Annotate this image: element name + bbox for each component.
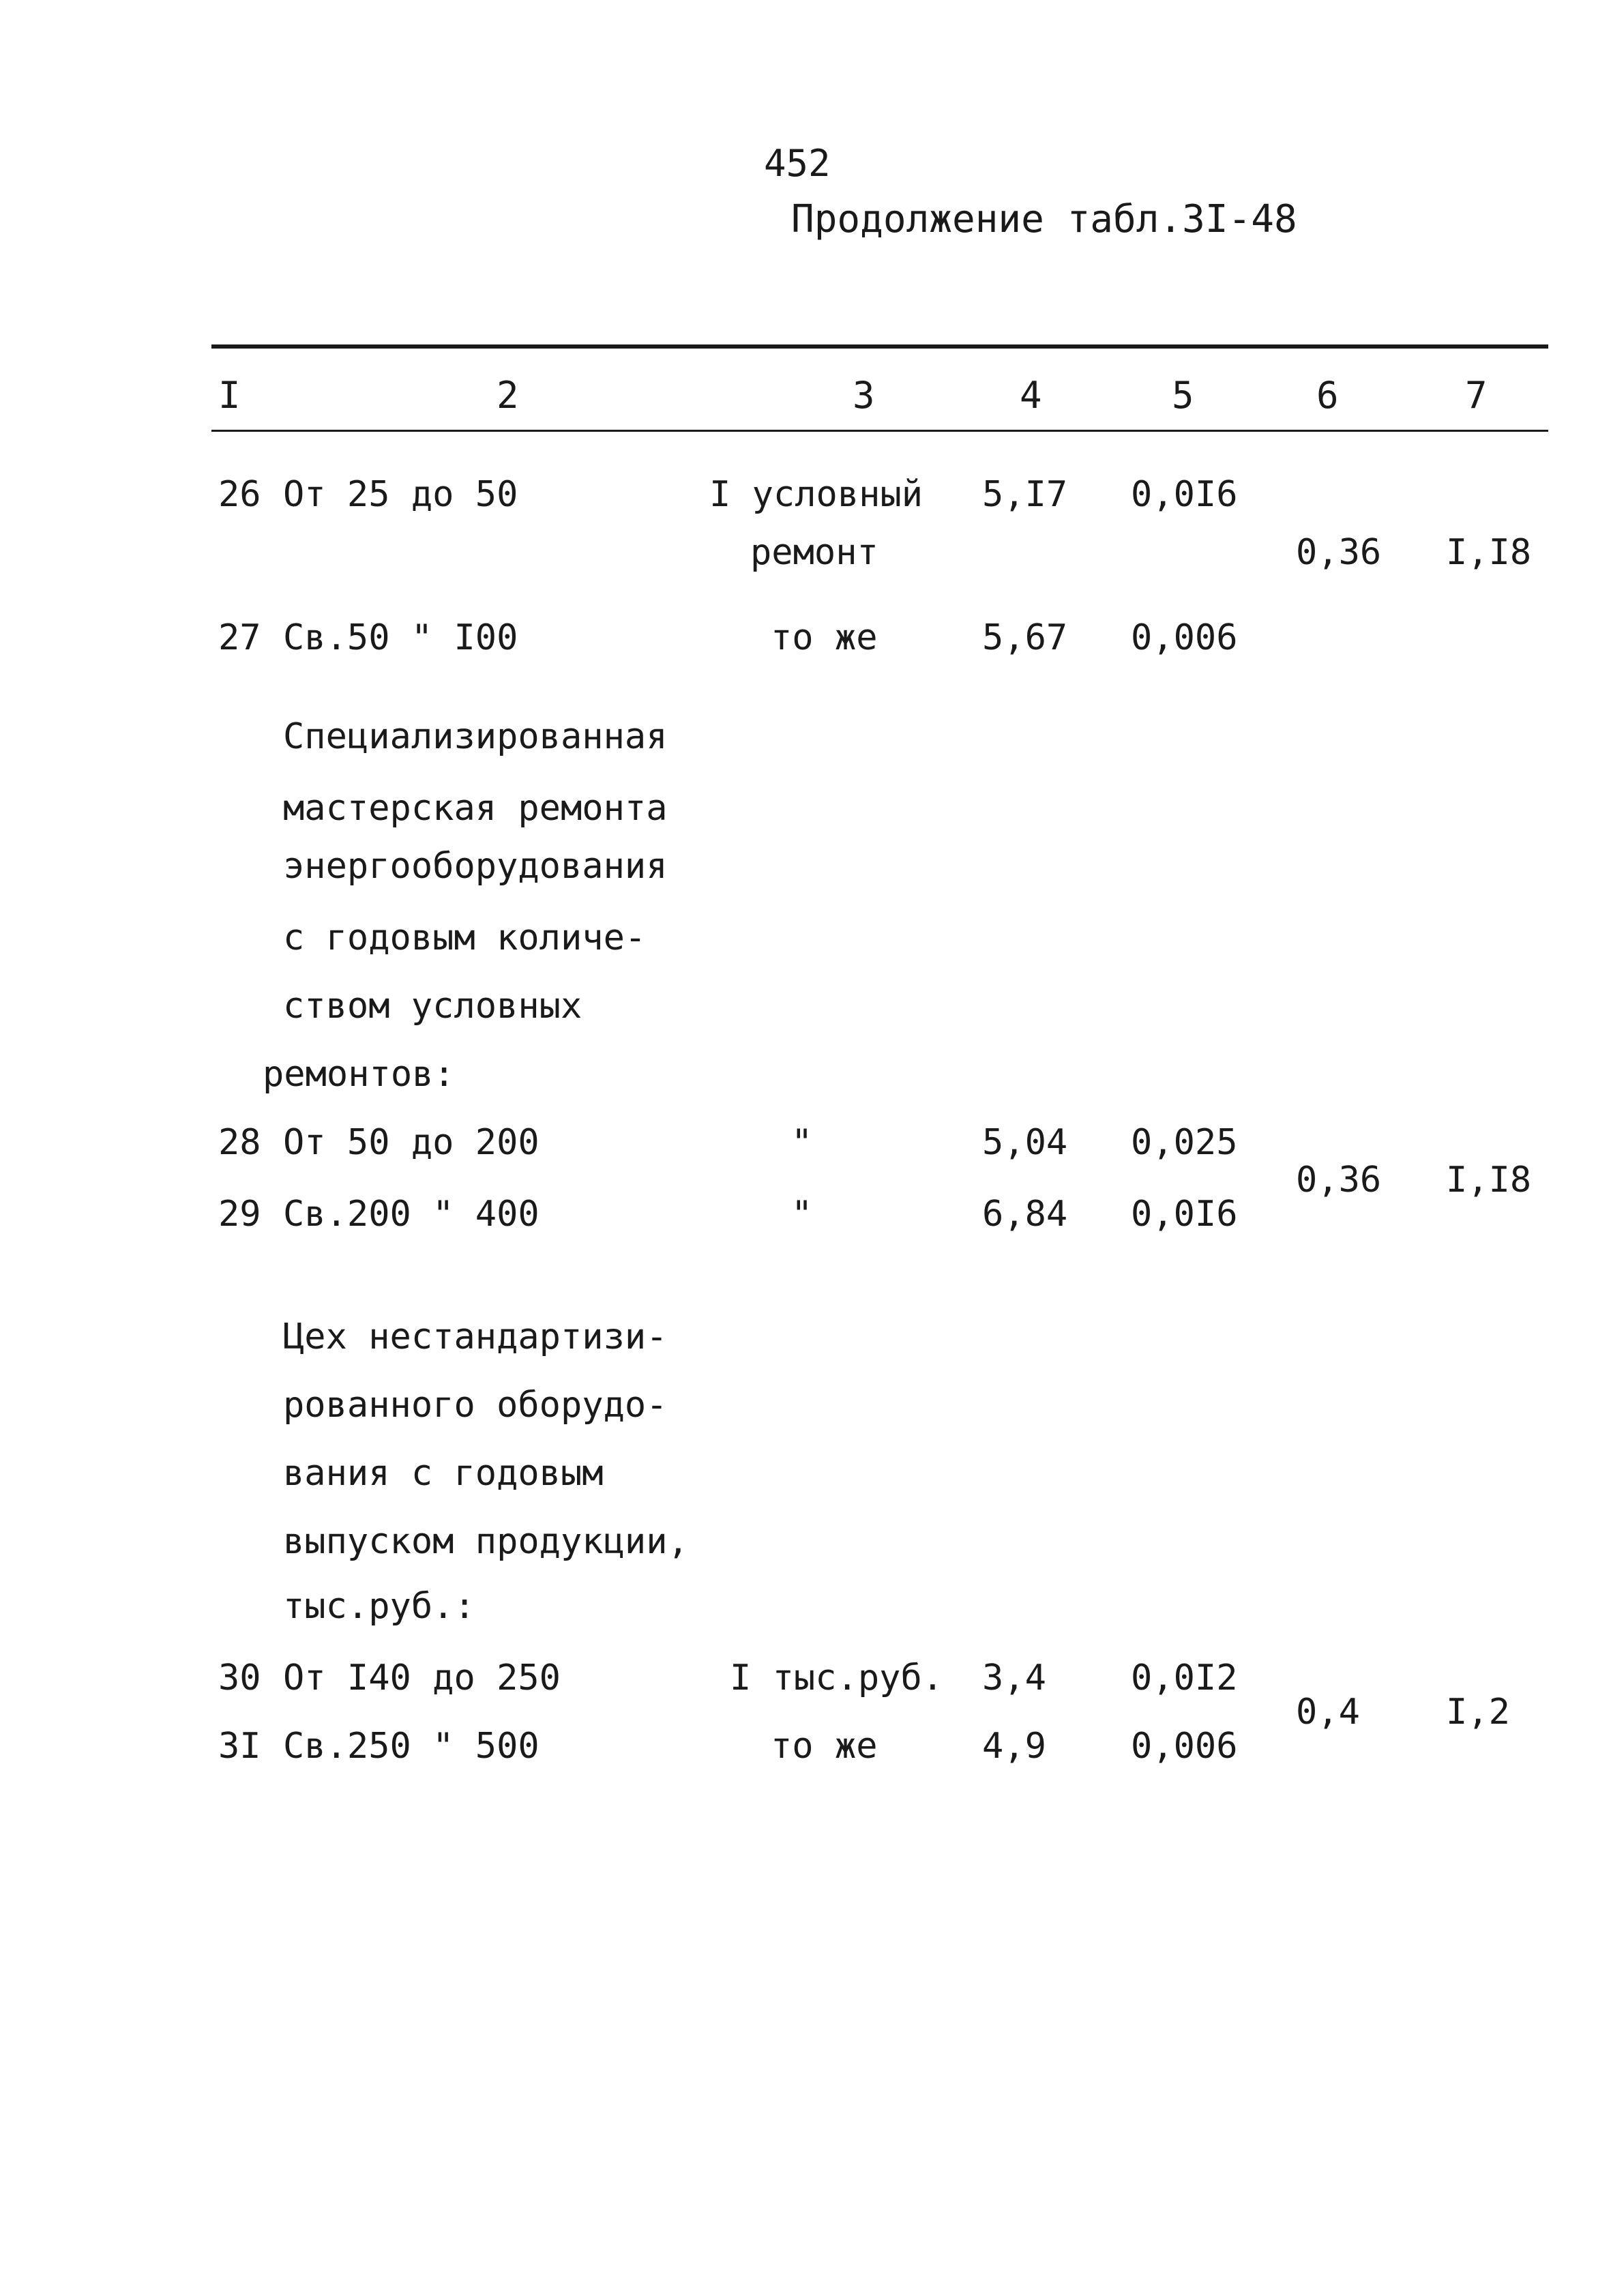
- row-number: 27: [218, 617, 261, 658]
- row-name: Св.200 " 400: [283, 1194, 540, 1235]
- row-number: 28: [218, 1122, 261, 1163]
- row-col4: 5,04: [982, 1122, 1068, 1163]
- row-number: 3I: [218, 1726, 261, 1767]
- row-col5: 0,006: [1131, 1726, 1238, 1767]
- row-col5: 0,006: [1131, 617, 1238, 658]
- group-col6: 0,4: [1296, 1692, 1360, 1733]
- row-name: Св.250 " 500: [283, 1726, 540, 1767]
- row-name: От 50 до 200: [283, 1122, 540, 1163]
- row-name: От 25 до 50: [283, 474, 518, 515]
- row-name: Св.50 " I00: [283, 617, 518, 658]
- row-name: От I40 до 250: [283, 1658, 561, 1698]
- row-col4: 3,4: [982, 1658, 1046, 1698]
- column-header-6: 6: [1316, 374, 1339, 417]
- group-col7: I,2: [1446, 1692, 1510, 1733]
- section-heading-line: рованного оборудо-: [283, 1385, 668, 1426]
- column-header-4: 4: [1020, 374, 1042, 417]
- row-col4: 4,9: [982, 1726, 1046, 1767]
- row-unit: ": [791, 1194, 813, 1235]
- row-number: 26: [218, 474, 261, 515]
- table-top-rule: [211, 344, 1548, 349]
- row-col4: 6,84: [982, 1194, 1068, 1235]
- continuation-title: Продолжение табл.3I-48: [791, 197, 1297, 241]
- column-header-7: 7: [1465, 374, 1488, 417]
- section-heading-line: Специализированная: [283, 716, 668, 757]
- row-col5: 0,0I6: [1131, 474, 1238, 515]
- column-header-3: 3: [853, 374, 875, 417]
- section-heading-line: ством условных: [283, 986, 582, 1027]
- row-unit: I тыс.руб.: [730, 1658, 944, 1698]
- column-header-5: 5: [1172, 374, 1194, 417]
- row-col5: 0,0I6: [1131, 1194, 1238, 1235]
- row-col5: 0,025: [1131, 1122, 1238, 1163]
- column-header-2: 2: [497, 374, 519, 417]
- section-heading-line: вания с годовым: [283, 1453, 604, 1494]
- row-unit-cont: ремонт: [750, 532, 878, 573]
- group-col7: I,I8: [1446, 532, 1532, 573]
- row-number: 30: [218, 1658, 261, 1698]
- row-unit: то же: [771, 617, 878, 658]
- section-heading-line: ремонтов:: [263, 1054, 455, 1095]
- header-rule: [211, 430, 1548, 432]
- group-col6: 0,36: [1296, 532, 1382, 573]
- group-col6: 0,36: [1296, 1160, 1382, 1201]
- row-col5: 0,0I2: [1131, 1658, 1238, 1698]
- row-unit: то же: [771, 1726, 878, 1767]
- column-header-1: I: [218, 374, 241, 417]
- row-unit: I условный: [709, 474, 923, 515]
- section-heading-line: с годовым количе-: [283, 917, 647, 958]
- section-heading-line: Цех нестандартизи-: [283, 1316, 668, 1357]
- page-number: 452: [764, 142, 831, 185]
- section-heading-line: энергооборудования: [283, 846, 668, 887]
- row-col4: 5,67: [982, 617, 1068, 658]
- section-heading-line: тыс.руб.:: [283, 1586, 475, 1627]
- group-col7: I,I8: [1446, 1160, 1532, 1201]
- row-col4: 5,I7: [982, 474, 1068, 515]
- section-heading-line: мастерская ремонта: [283, 788, 668, 829]
- section-heading-line: выпуском продукции,: [283, 1521, 689, 1562]
- row-number: 29: [218, 1194, 261, 1235]
- row-unit: ": [791, 1122, 813, 1163]
